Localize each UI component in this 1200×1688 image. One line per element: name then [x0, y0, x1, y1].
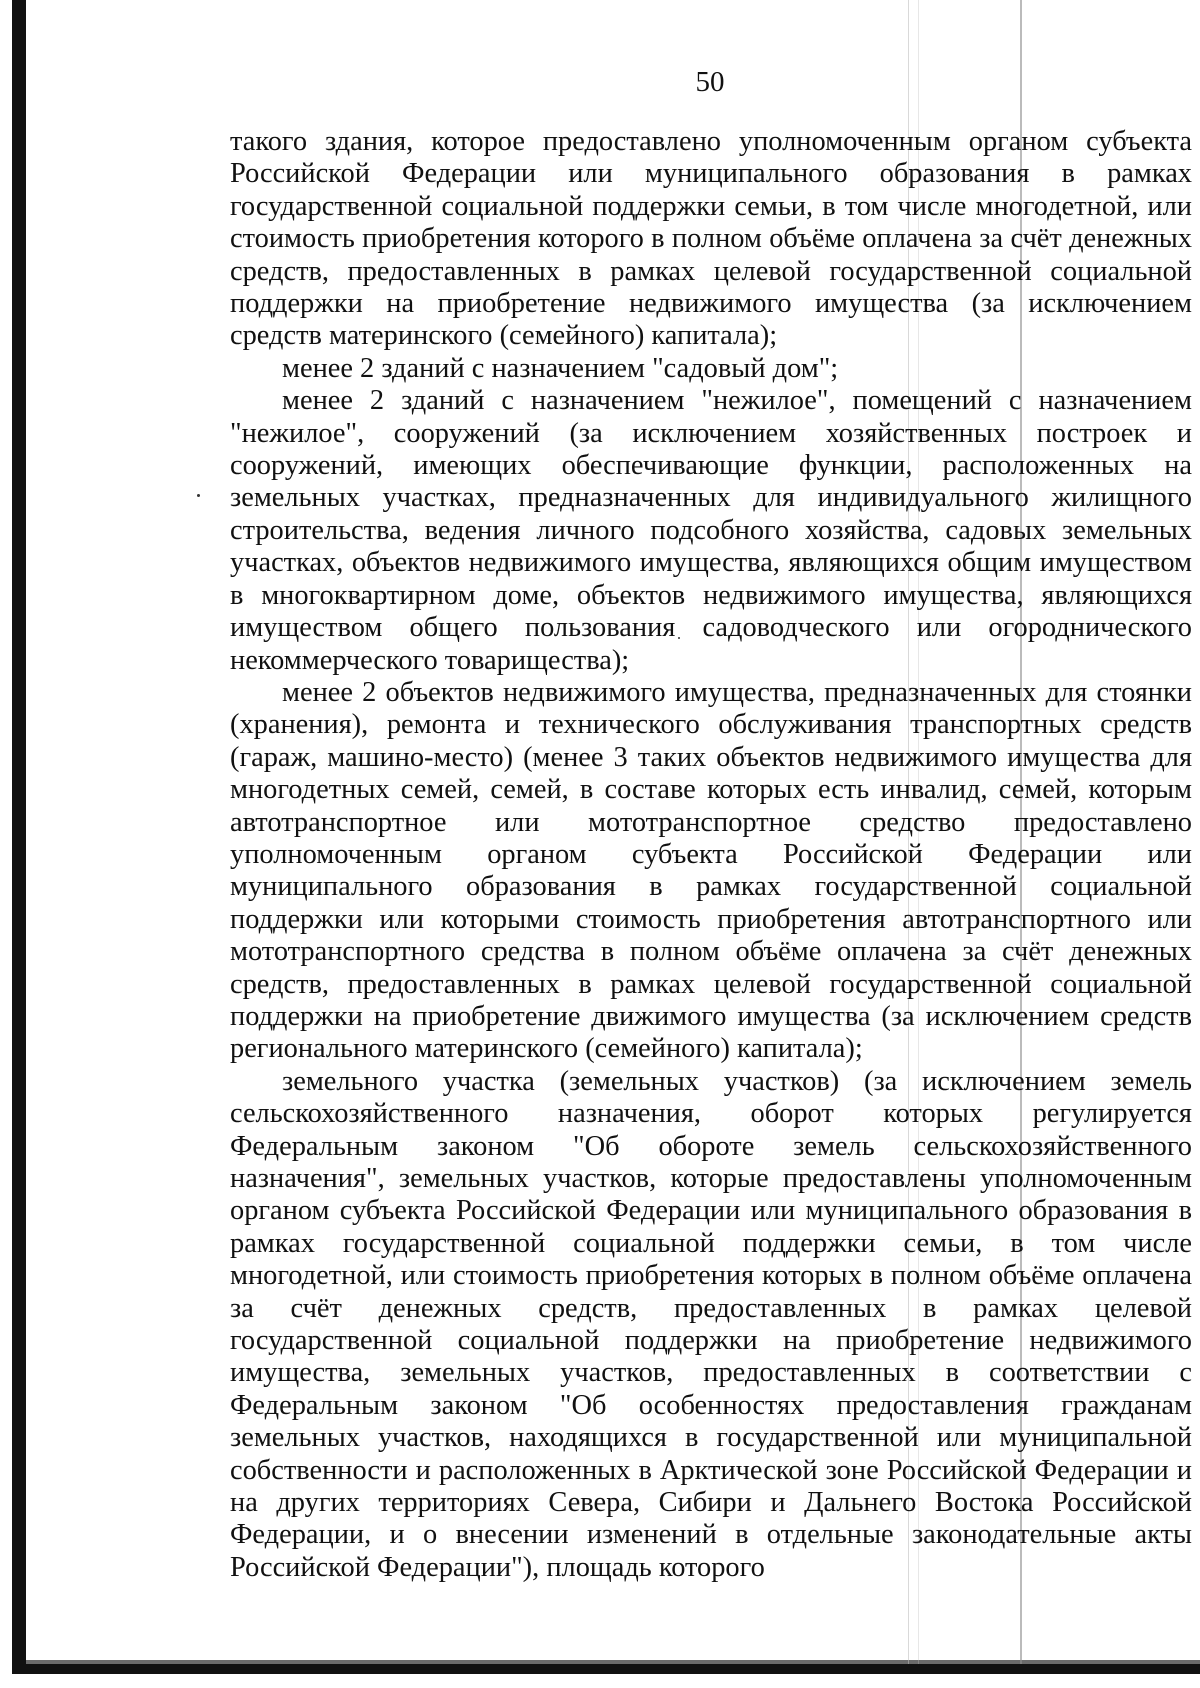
paragraph-garden-houses: менее 2 зданий с назначением "садовый дом"; — [282, 352, 839, 384]
paragraph-continuation: такого здания, которое предоставлено уполномоченным органом субъекта Российской Федерации или муниципального образования в рамках государственной социальной поддержки семьи, в том числе многодетной, или стоимость приобретения которого в полном объёме оплачена за счёт денежных средств, предоставленных в рамках целевой государственной социальной поддержки на приобретение недвижимого имущества (за исключением средств материнского (семейного) капитала); — [230, 126, 1192, 352]
paragraph-non-residential: менее 2 зданий с назначением "нежилое", помещений с назначением "нежилое", сооружений (за исключением хозяйственных построек и сооружений, имеющих обеспечивающие функции, расположенных на земельных участках, предназначенных для индивидуального жилищного строительства, ведения личного подсобного хозяйства, садовых земельных участках, объектов недвижимого имущества, являющихся общим имуществом в многоквартирном доме, объектов недвижимого имущества, являющихся имуществом общего пользования садоводческого или огороднического некоммерческого товарищества); — [230, 385, 1192, 676]
document-body — [230, 126, 1192, 1584]
scan-left-edge — [12, 0, 26, 1672]
page-number: 50 — [695, 66, 725, 98]
scan-bottom-edge — [12, 1664, 1200, 1674]
paragraph-land-plots: земельного участка (земельных участков) (за исключением земель сельскохозяйственного назначения, оборот которых регулируется Федеральным законом "Об обороте земель сельскохозяйственного назначения", земельных участков, которые предоставлены уполномоченным органом субъекта Российской Федерации или муниципального образования в рамках государственной социальной поддержки семьи, в том числе многодетной, или стоимость приобретения которых в полном объёме оплачена за счёт денежных средств, предоставленных в рамках целевой государственной социальной поддержки на приобретение недвижимого имущества, земельных участков, предоставленных в соответствии с Федеральным законом "Об особенностях предоставления гражданам земельных участков, находящихся в государственной или муниципальной собственности и расположенных в Арктической зоне Российской Федерации и на других территориях Севера, Сибири и Дальнего Востока Российской Федерации, и о внесении изменений в отдельные законодательные акты Российской Федерации"), площадь которого — [230, 1065, 1192, 1583]
scan-speck — [197, 494, 200, 497]
paragraph-garages: менее 2 объектов недвижимого имущества, предназначенных для стоянки (хранения), ремонта и технического обслуживания транспортных средств (гараж, машино-место) (менее 3 таких объектов недвижимого имущества для многодетных семей, семей, в составе которых есть инвалид, семей, которым автотранспортное или мототранспортное средство предоставлено уполномоченным органом субъекта Российской Федерации или муниципального образования в рамках государственной социальной поддержки или которыми стоимость приобретения автотранспортного или мототранспортного средства в полном объёме оплачена за счёт денежных средств, предоставленных в рамках целевой государственной социальной поддержки на приобретение движимого имущества (за исключением средств регионального материнского (семейного) капитала); — [230, 676, 1192, 1065]
